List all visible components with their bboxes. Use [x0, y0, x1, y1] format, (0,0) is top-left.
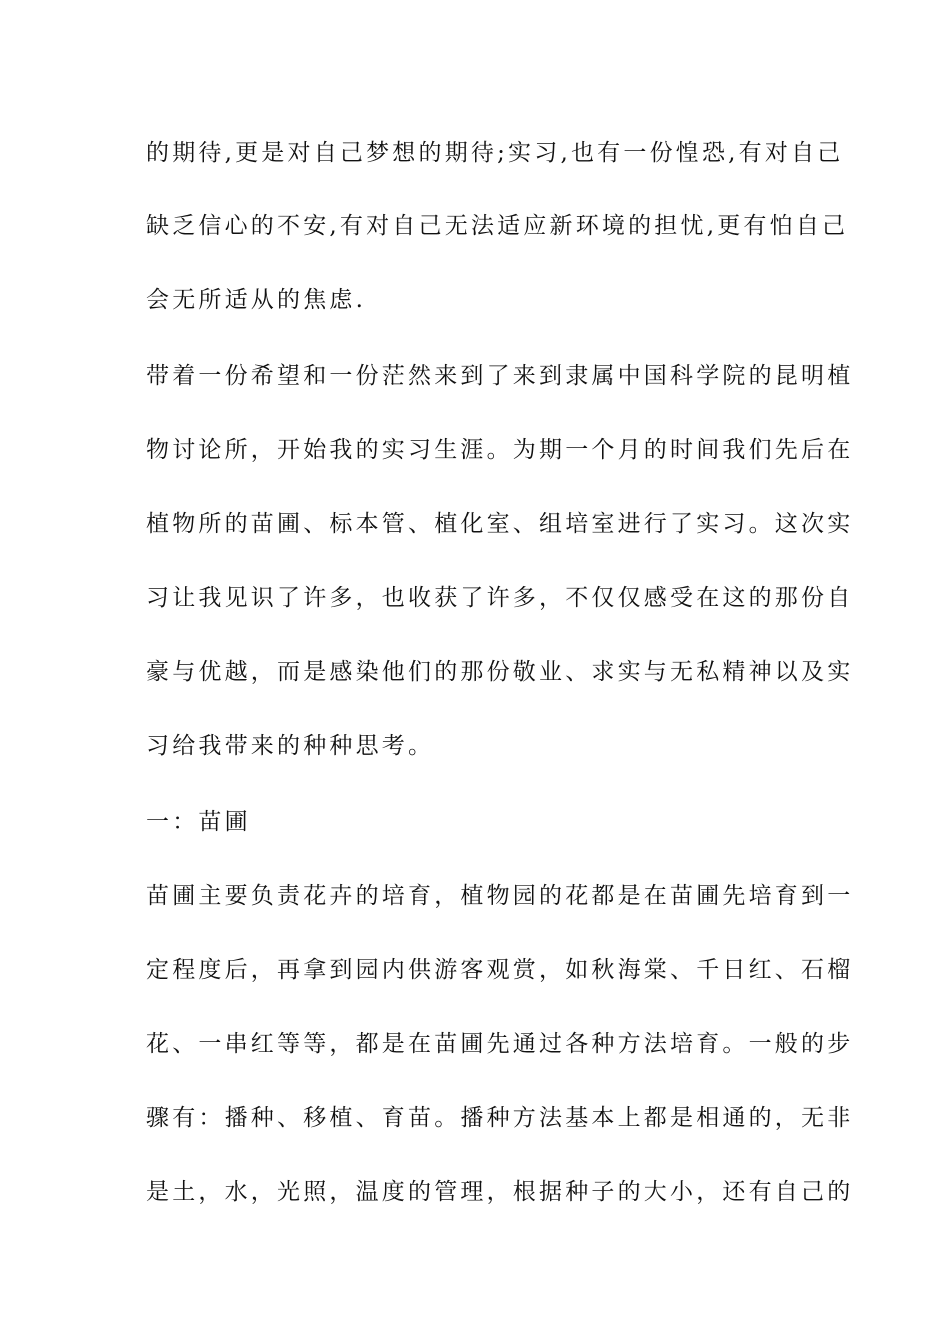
text-line: 习让我见识了许多，也收获了许多，不仅仅感受在这的那份自 — [146, 585, 854, 611]
text-line: 苗圃主要负责花卉的培育，植物园的花都是在苗圃先培育到一 — [146, 883, 854, 909]
text-line: 定程度后，再拿到园内供游客观赏，如秋海棠、千日红、石榴 — [146, 957, 854, 983]
text-line: 是土，水，光照，温度的管理，根据种子的大小，还有自己的 — [146, 1179, 854, 1205]
text-line: 物讨论所，开始我的实习生涯。为期一个月的时间我们先后在 — [146, 437, 854, 463]
text-line: 植物所的苗圃、标本管、植化室、组培室进行了实习。这次实 — [146, 511, 854, 537]
text-line: 的期待,更是对自己梦想的期待;实习,也有一份惶恐,有对自己 — [146, 140, 844, 166]
text-line: 豪与优越，而是感染他们的那份敬业、求实与无私精神以及实 — [146, 659, 854, 685]
text-line: 花、一串红等等，都是在苗圃先通过各种方法培育。一般的步 — [146, 1031, 854, 1057]
text-line: 骤有：播种、移植、育苗。播种方法基本上都是相通的，无非 — [146, 1105, 854, 1131]
text-line: 带着一份希望和一份茫然来到了来到隶属中国科学院的昆明植 — [146, 363, 854, 389]
text-line: 缺乏信心的不安,有对自己无法适应新环境的担忧,更有怕自己 — [146, 213, 849, 239]
text-line: 习给我带来的种种思考。 — [146, 733, 435, 759]
text-line: 会无所适从的焦虑. — [146, 287, 367, 313]
section-heading: 一：苗圃 — [146, 809, 251, 835]
